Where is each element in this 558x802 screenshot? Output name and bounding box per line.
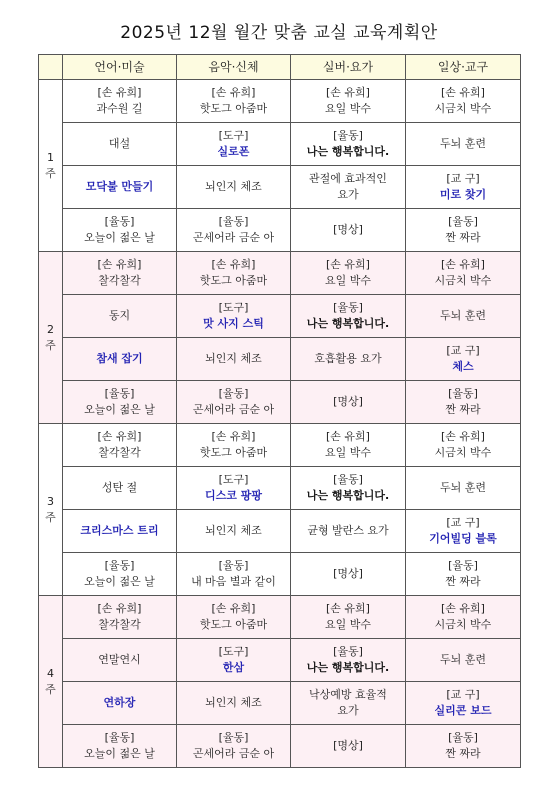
cell-daily-tools	[406, 166, 521, 209]
activity-name: 핫도그 아줌마	[199, 446, 268, 459]
activity-name: 연하장	[103, 696, 136, 709]
activity-name: 뇌인지 체조	[205, 352, 262, 365]
activity-name: 오늘이 젊은 날	[84, 403, 155, 416]
activity-tag: [손 유희]	[326, 430, 370, 443]
activity-tag: [율동]	[448, 731, 478, 744]
week-label	[39, 80, 63, 252]
activity-name: 요가	[337, 188, 359, 201]
cell-daily-tools	[406, 682, 521, 725]
activity-tag: [율동]	[448, 559, 478, 572]
activity-name: 한삼	[222, 661, 245, 674]
activity-tag: [손 유희]	[211, 86, 256, 99]
cell-music-body	[177, 467, 291, 510]
activity-name: 나는 행복합니다.	[306, 661, 390, 674]
activity-tag: [율동]	[333, 129, 363, 142]
table-row	[39, 80, 521, 123]
activity-name: 크리스마스 트리	[80, 524, 159, 537]
cell-language-art	[63, 639, 177, 682]
week-unit: 주	[45, 166, 56, 180]
activity-tag: [율동]	[218, 215, 249, 228]
cell-silver-yoga	[291, 510, 406, 553]
table-row	[39, 381, 521, 424]
cell-silver-yoga	[291, 80, 406, 123]
table-row	[39, 725, 521, 768]
activity-name: 두뇌 훈련	[439, 653, 486, 666]
activity-tag: [율동]	[333, 645, 363, 658]
activity-name: 호흡활용 요가	[314, 352, 382, 365]
cell-daily-tools	[406, 209, 521, 252]
table-row	[39, 209, 521, 252]
activity-name: 대설	[108, 137, 131, 150]
week-unit: 주	[45, 338, 56, 352]
cell-music-body	[177, 596, 291, 639]
activity-name: 찰각찰각	[98, 446, 141, 459]
activity-name: 짠 짜라	[445, 403, 481, 416]
table-row	[39, 252, 521, 295]
week-number: 4	[47, 666, 54, 680]
activity-name: 디스코 팡팡	[205, 489, 262, 502]
activity-tag: [손 유희]	[326, 258, 370, 271]
activity-tag: [교 구]	[446, 516, 480, 529]
cell-music-body	[177, 209, 291, 252]
activity-tag: [율동]	[448, 215, 478, 228]
activity-tag: [율동]	[333, 473, 363, 486]
cell-silver-yoga	[291, 252, 406, 295]
activity-tag: [율동]	[104, 731, 135, 744]
cell-language-art	[63, 381, 177, 424]
activity-name: 내 마음 별과 같이	[191, 575, 276, 588]
activity-tag: 낙상예방 효율적	[309, 688, 387, 701]
week-number: 1	[47, 150, 54, 164]
header-row	[39, 55, 521, 80]
table-row	[39, 295, 521, 338]
activity-name: 오늘이 젊은 날	[84, 231, 155, 244]
table-row	[39, 553, 521, 596]
cell-language-art	[63, 467, 177, 510]
activity-name: [명상]	[333, 739, 363, 752]
cell-music-body	[177, 166, 291, 209]
cell-silver-yoga	[291, 295, 406, 338]
header-corner	[39, 55, 63, 80]
activity-name: 시금치 박수	[434, 102, 492, 115]
cell-music-body	[177, 295, 291, 338]
activity-name: 핫도그 아줌마	[199, 618, 268, 631]
activity-name: 시금치 박수	[434, 446, 492, 459]
table-row	[39, 424, 521, 467]
week-unit: 주	[45, 682, 56, 696]
cell-music-body	[177, 553, 291, 596]
week-number: 2	[47, 322, 54, 336]
week-label	[39, 424, 63, 596]
activity-tag: [손 유희]	[441, 602, 485, 615]
activity-name: 두뇌 훈련	[439, 137, 486, 150]
activity-name: 곤세어라 금순 아	[192, 747, 275, 760]
header-daily-tools: 일상·교구	[406, 55, 521, 80]
activity-name: [명상]	[333, 223, 363, 236]
cell-silver-yoga	[291, 467, 406, 510]
activity-tag: [손 유희]	[211, 430, 256, 443]
cell-music-body	[177, 123, 291, 166]
cell-language-art	[63, 209, 177, 252]
activity-tag: [도구]	[218, 473, 249, 486]
activity-tag: [손 유희]	[326, 602, 370, 615]
activity-name: 요일 박수	[324, 446, 371, 459]
activity-tag: [손 유희]	[97, 86, 142, 99]
activity-name: 짠 짜라	[445, 747, 481, 760]
activity-name: 과수원 길	[96, 102, 143, 115]
activity-name: 나는 행복합니다.	[306, 489, 390, 502]
activity-tag: [손 유희]	[211, 602, 256, 615]
cell-language-art	[63, 338, 177, 381]
cell-language-art	[63, 510, 177, 553]
cell-daily-tools	[406, 424, 521, 467]
activity-name: 짠 짜라	[445, 231, 481, 244]
activity-tag: [도구]	[218, 301, 249, 314]
week-label	[39, 252, 63, 424]
cell-silver-yoga	[291, 209, 406, 252]
activity-name: 뇌인지 체조	[205, 180, 262, 193]
table-row	[39, 123, 521, 166]
activity-name: 모닥불 만들기	[85, 180, 154, 193]
activity-tag: [교 구]	[446, 172, 480, 185]
cell-daily-tools	[406, 381, 521, 424]
cell-language-art	[63, 123, 177, 166]
table-row	[39, 639, 521, 682]
activity-name: 실로폰	[217, 145, 250, 158]
activity-name: 나는 행복합니다.	[306, 145, 390, 158]
header-music-body: 음악·신체	[177, 55, 291, 80]
cell-daily-tools	[406, 80, 521, 123]
activity-tag: [율동]	[104, 387, 135, 400]
cell-daily-tools	[406, 123, 521, 166]
cell-language-art	[63, 725, 177, 768]
activity-tag: [손 유희]	[97, 258, 142, 271]
activity-tag: [율동]	[104, 559, 135, 572]
cell-music-body	[177, 338, 291, 381]
cell-language-art	[63, 80, 177, 123]
header-silver-yoga: 실버·요가	[291, 55, 406, 80]
cell-daily-tools	[406, 639, 521, 682]
activity-tag: 관절에 효과적인	[309, 172, 387, 185]
activity-tag: [율동]	[218, 387, 249, 400]
week-unit: 주	[45, 510, 56, 524]
activity-tag: [교 구]	[446, 344, 480, 357]
cell-language-art	[63, 295, 177, 338]
activity-name: 시금치 박수	[434, 618, 492, 631]
cell-daily-tools	[406, 596, 521, 639]
activity-tag: [손 유희]	[441, 86, 485, 99]
activity-name: 핫도그 아줌마	[199, 102, 268, 115]
table-row	[39, 338, 521, 381]
header-language-art: 언어·미술	[63, 55, 177, 80]
activity-name: 오늘이 젊은 날	[84, 575, 155, 588]
activity-tag: [율동]	[448, 387, 478, 400]
activity-name: 찰각찰각	[98, 618, 141, 631]
activity-name: 짠 짜라	[445, 575, 481, 588]
activity-name: 뇌인지 체조	[205, 696, 262, 709]
activity-name: 실리콘 보드	[434, 704, 492, 717]
activity-tag: [율동]	[104, 215, 135, 228]
cell-music-body	[177, 252, 291, 295]
lesson-plan-table	[38, 54, 521, 768]
activity-name: 연말연시	[98, 653, 141, 666]
activity-name: 나는 행복합니다.	[306, 317, 390, 330]
activity-tag: [도구]	[218, 645, 249, 658]
cell-silver-yoga	[291, 166, 406, 209]
cell-daily-tools	[406, 553, 521, 596]
cell-music-body	[177, 725, 291, 768]
cell-daily-tools	[406, 467, 521, 510]
activity-name: 요가	[337, 704, 359, 717]
cell-language-art	[63, 424, 177, 467]
cell-language-art	[63, 252, 177, 295]
table-row	[39, 166, 521, 209]
cell-music-body	[177, 639, 291, 682]
cell-language-art	[63, 682, 177, 725]
cell-daily-tools	[406, 295, 521, 338]
activity-name: 요일 박수	[324, 274, 371, 287]
activity-tag: [도구]	[218, 129, 249, 142]
activity-name: 참새 잡기	[96, 352, 143, 365]
cell-silver-yoga	[291, 424, 406, 467]
activity-tag: [손 유희]	[326, 86, 370, 99]
activity-name: 성탄 절	[101, 481, 138, 494]
cell-silver-yoga	[291, 381, 406, 424]
activity-name: 요일 박수	[324, 102, 371, 115]
activity-tag: [교 구]	[446, 688, 480, 701]
activity-name: 체스	[452, 360, 474, 373]
cell-silver-yoga	[291, 338, 406, 381]
activity-name: 곤세어라 금순 아	[192, 231, 275, 244]
activity-name: 기어빌딩 블록	[429, 532, 497, 545]
cell-music-body	[177, 682, 291, 725]
activity-name: 시금치 박수	[434, 274, 492, 287]
activity-name: 맛 사지 스틱	[203, 317, 264, 330]
cell-music-body	[177, 424, 291, 467]
activity-name: 찰각찰각	[98, 274, 141, 287]
cell-silver-yoga	[291, 682, 406, 725]
week-number: 3	[47, 494, 54, 508]
cell-language-art	[63, 596, 177, 639]
cell-daily-tools	[406, 725, 521, 768]
cell-daily-tools	[406, 338, 521, 381]
activity-tag: [손 유희]	[211, 258, 256, 271]
cell-language-art	[63, 553, 177, 596]
cell-silver-yoga	[291, 725, 406, 768]
activity-tag: [율동]	[218, 731, 249, 744]
week-label	[39, 596, 63, 768]
activity-name: 곤세어라 금순 아	[192, 403, 275, 416]
cell-music-body	[177, 381, 291, 424]
activity-name: 두뇌 훈련	[439, 481, 486, 494]
cell-daily-tools	[406, 252, 521, 295]
activity-tag: [율동]	[218, 559, 249, 572]
activity-tag: [율동]	[333, 301, 363, 314]
cell-silver-yoga	[291, 123, 406, 166]
activity-name: 동지	[108, 309, 131, 322]
activity-name: 요일 박수	[324, 618, 371, 631]
activity-name: 미로 찾기	[439, 188, 487, 201]
activity-name: 핫도그 아줌마	[199, 274, 268, 287]
table-row	[39, 510, 521, 553]
activity-name: 균형 발란스 요가	[307, 524, 389, 537]
activity-name: [명상]	[333, 395, 363, 408]
activity-name: [명상]	[333, 567, 363, 580]
activity-tag: [손 유희]	[441, 258, 485, 271]
page-title: 2025년 12월 월간 맞춤 교실 교육계획안	[120, 23, 438, 43]
cell-silver-yoga	[291, 639, 406, 682]
cell-silver-yoga	[291, 553, 406, 596]
table-row	[39, 682, 521, 725]
activity-name: 뇌인지 체조	[205, 524, 262, 537]
table-row	[39, 467, 521, 510]
cell-silver-yoga	[291, 596, 406, 639]
activity-name: 두뇌 훈련	[439, 309, 486, 322]
cell-music-body	[177, 80, 291, 123]
cell-music-body	[177, 510, 291, 553]
activity-tag: [손 유희]	[97, 602, 142, 615]
table-row	[39, 596, 521, 639]
activity-tag: [손 유희]	[441, 430, 485, 443]
cell-daily-tools	[406, 510, 521, 553]
activity-name: 오늘이 젊은 날	[84, 747, 155, 760]
cell-language-art	[63, 166, 177, 209]
activity-tag: [손 유희]	[97, 430, 142, 443]
